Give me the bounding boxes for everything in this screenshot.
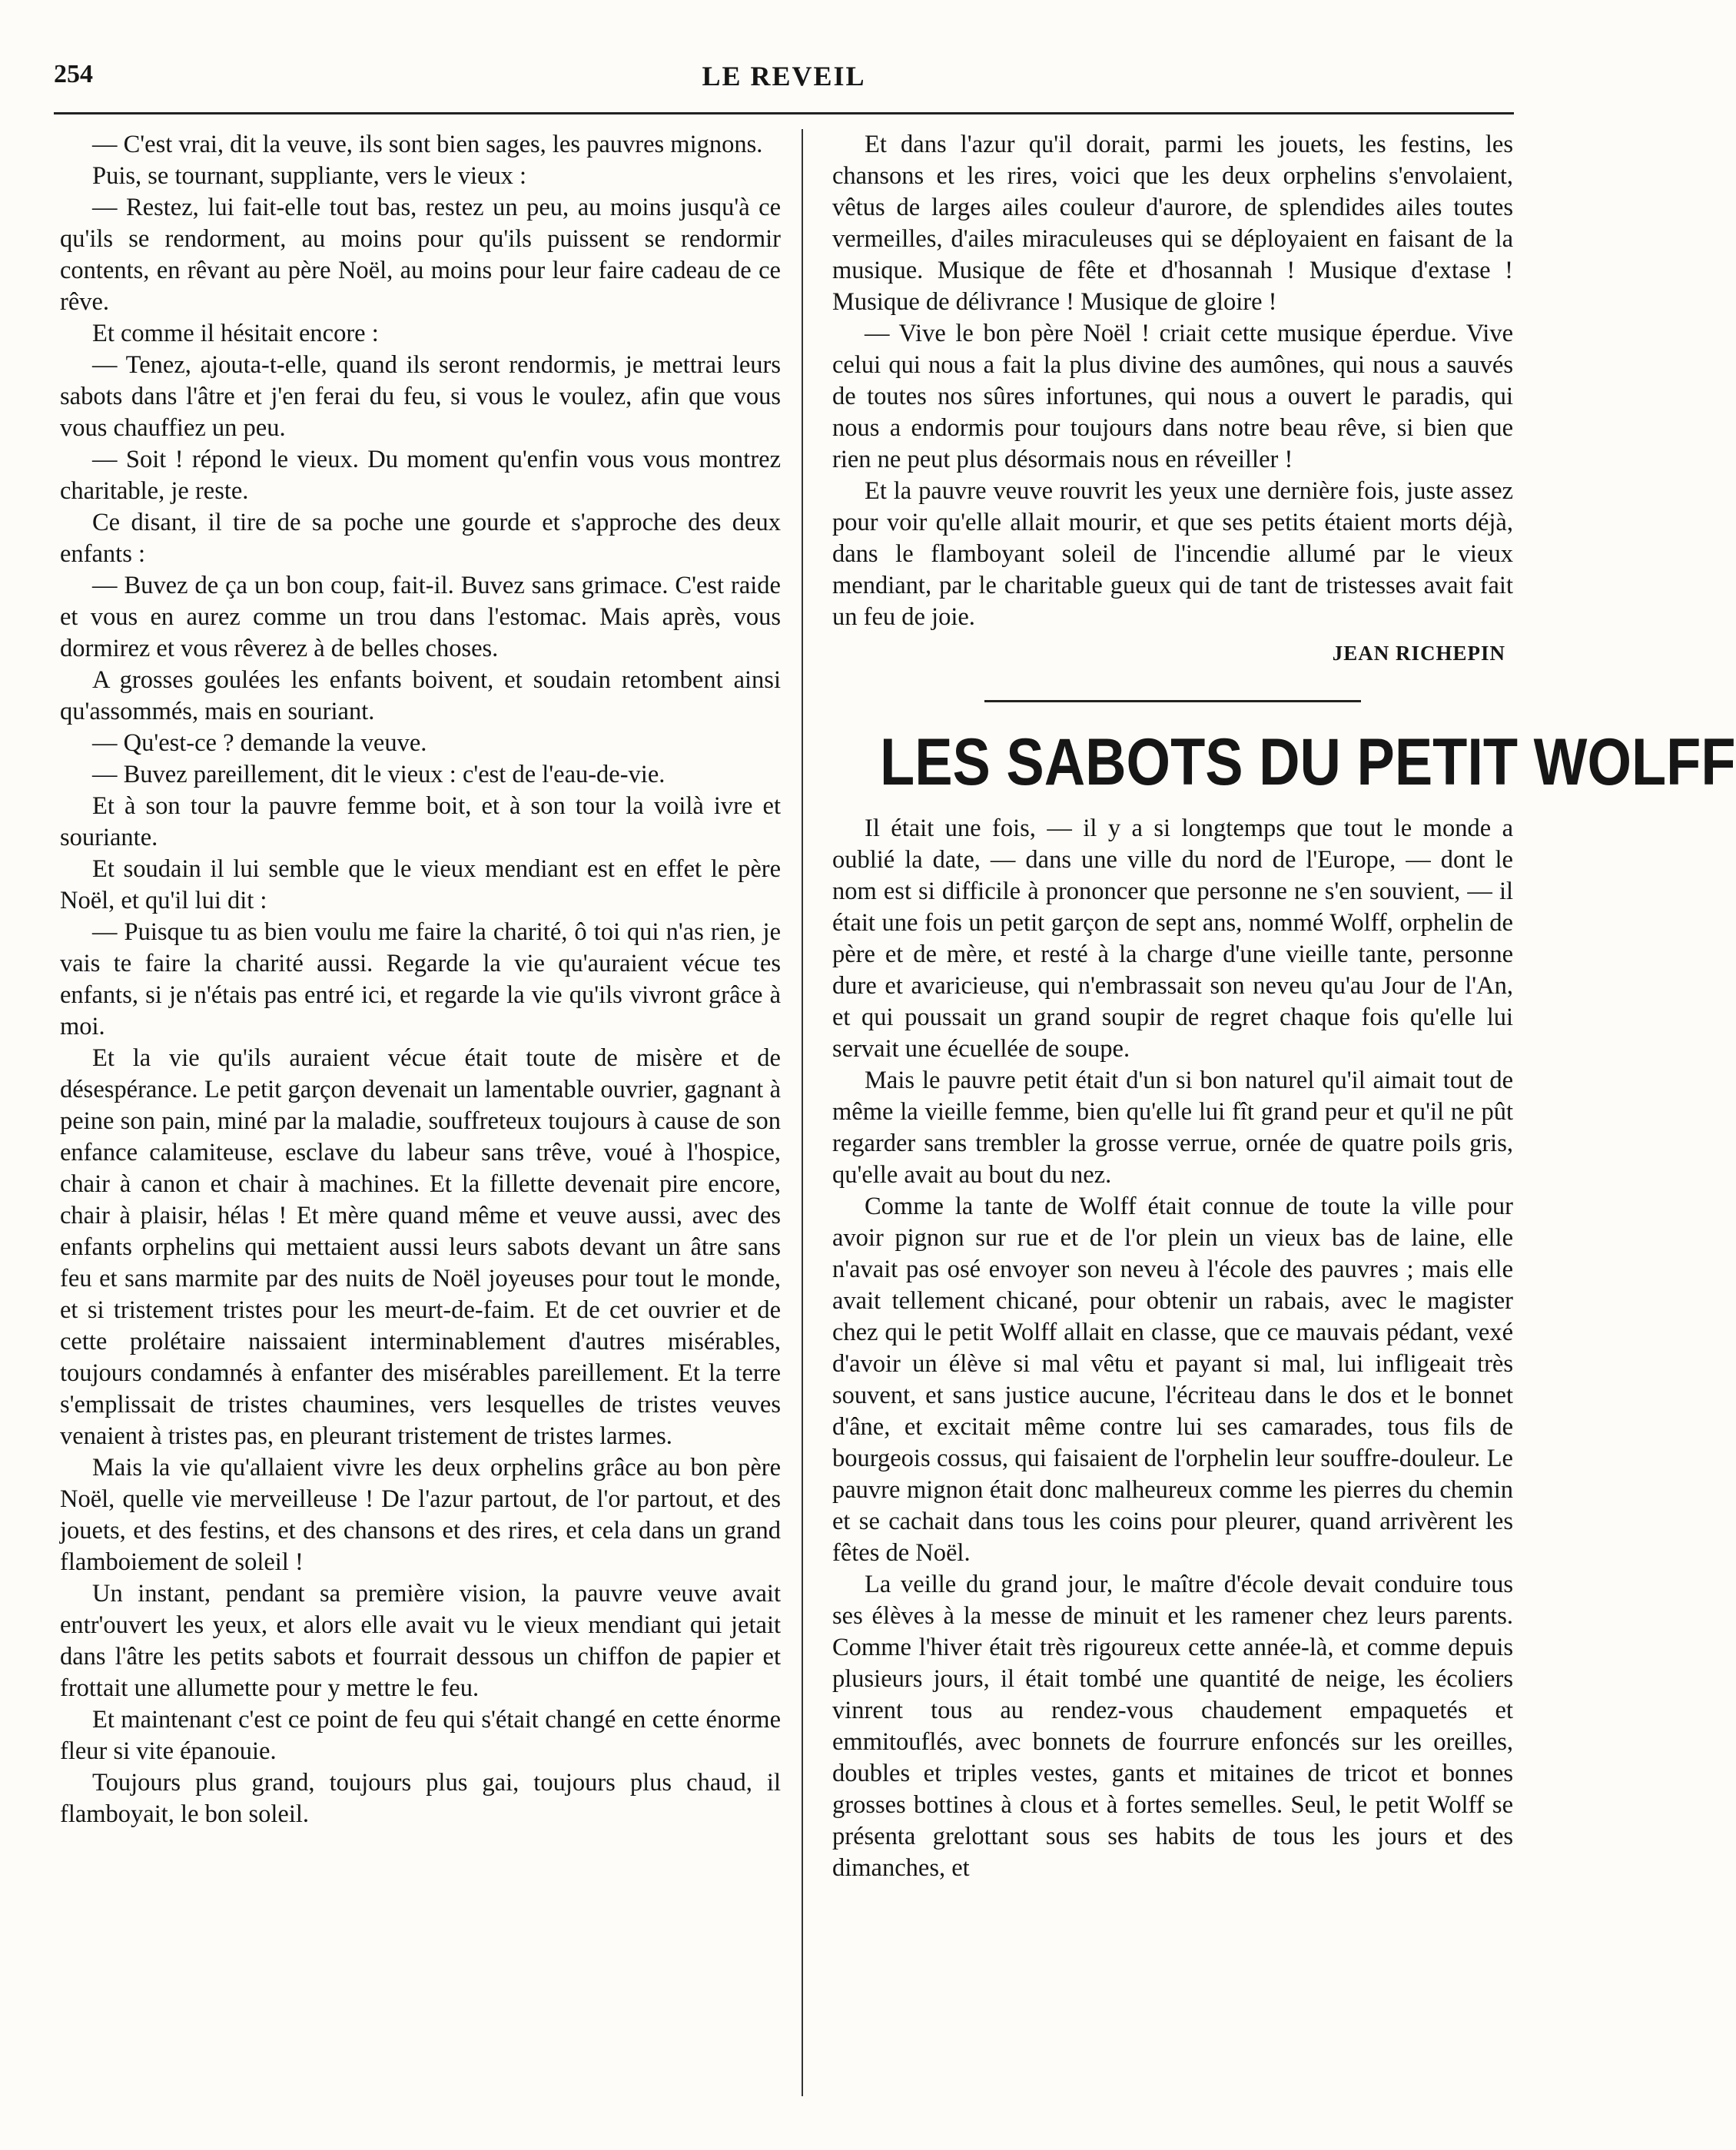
- paragraph: Ce disant, il tire de sa poche une gourde et s'approche des deux enfants :: [60, 509, 781, 568]
- left-column: [60, 129, 781, 1830]
- author-signature: JEAN RICHEPIN: [1332, 642, 1505, 665]
- paragraph: Et maintenant c'est ce point de feu qui s'était changé en cette énorme fleur si vite épanouie.: [60, 1706, 781, 1765]
- paragraph: — Qu'est-ce ? demande la veuve.: [92, 729, 427, 757]
- paragraph: — Buvez de ça un bon coup, fait-il. Buvez sans grimace. C'est raide et vous en aurez comme un trou dans l'estomac. Mais après, vous dormirez et vous rêverez à de belles choses.: [60, 572, 781, 662]
- paragraph: Mais la vie qu'allaient vivre les deux orphelins grâce au bon père Noël, quelle vie merveilleuse ! De l'azur partout, de l'or partout, et des jouets, et des festins, et des chansons et des rires, et cela dans un grand flamboiement de soleil !: [60, 1454, 781, 1576]
- story-headline: LES SABOTS DU PETIT WOLFF: [880, 725, 1736, 799]
- paragraph: — Tenez, ajouta-t-elle, quand ils seront rendormis, je mettrai leurs sabots dans l'âtre et j'en ferai du feu, si vous le voulez, afin que vous vous chauffiez un peu.: [60, 351, 781, 442]
- paragraph: Et la vie qu'ils auraient vécue était toute de misère et de désespérance. Le petit garçon devenait un lamentable ouvrier, gagnant à peine son pain, miné par la maladie, souffreteux toujours à cause de son enfance calamiteuse, esclave du labeur sans trêve, voué à l'hospice, chair à canon et chair à machines. Et la fillette devenait pire encore, chair à plaisir, hélas ! Et mère quand même et veuve aussi, avec des enfants orphelins qui mettaient aussi leurs sabots devant un âtre sans feu et sans marmite par des nuits de Noël joyeuses pour tout le monde, et si tristement tristes pour les meurt-de-faim. Et de cet ouvrier et de cette prolétaire naissaient interminablement d'autres misérables, toujours condamnés à enfanter des misérables pareillement. Et la terre s'emplissait de tristes chaumines, vers lesquelles de tristes veuves venaient à tristes pas, en pleurant tristement de tristes larmes.: [60, 1044, 781, 1450]
- paragraph: Mais le pauvre petit était d'un si bon naturel qu'il aimait tout de même la vieille femme, bien qu'elle lui fît grand peur et qu'il ne pût regarder sans trembler la grosse verrue, ornée de quatre poils gris, qu'elle avait au bout du nez.: [832, 1067, 1513, 1189]
- paragraph: Puis, se tournant, suppliante, vers le vieux :: [92, 162, 527, 190]
- paragraph: Et comme il hésitait encore :: [92, 320, 379, 347]
- column-divider: [802, 129, 803, 2096]
- paragraph: — Puisque tu as bien voulu me faire la charité, ô toi qui n'as rien, je vais te faire la charité aussi. Regarde la vie qu'auraient vécue tes enfants, si je n'étais pas entré ici, et regarde la vie qu'ils vivront grâce à moi.: [60, 918, 781, 1040]
- paragraph: Il était une fois, — il y a si longtemps que tout le monde a oublié la date, — dans une ville du nord de l'Europe, — dont le nom est si difficile à prononcer que personne ne s'en souvient, — il était une fois un petit garçon de sept ans, nommé Wolff, orphelin de père et de mère, et resté à la charge d'une vieille tante, personne dure et avaricieuse, qui n'embrassait son neveu qu'au Jour de l'An, et qui poussait un grand soupir de regret chaque fois qu'elle lui servait une écuellée de soupe.: [832, 815, 1513, 1063]
- right-column: [832, 129, 1736, 1884]
- paragraph: Et soudain il lui semble que le vieux mendiant est en effet le père Noël, et qu'il lui dit :: [60, 855, 781, 914]
- paragraph: Et à son tour la pauvre femme boit, et à son tour la voilà ivre et souriante.: [60, 792, 781, 851]
- page-number: 254: [54, 60, 93, 88]
- paragraph: Et la pauvre veuve rouvrit les yeux une dernière fois, juste assez pour voir qu'elle allait mourir, et que ses petits étaient morts déjà, dans le flamboyant soleil de l'incendie allumé par le vieux mendiant, par le charitable gueux qui de tant de tristesses avait fait un feu de joie.: [832, 477, 1513, 631]
- section-rule: [984, 700, 1361, 702]
- paragraph: — Buvez pareillement, dit le vieux : c'est de l'eau-de-vie.: [92, 761, 666, 788]
- paragraph: Toujours plus grand, toujours plus gai, toujours plus chaud, il flamboyait, le bon soleil.: [60, 1769, 781, 1828]
- paragraph: — Restez, lui fait-elle tout bas, restez un peu, au moins jusqu'à ce qu'ils se rendorment, au moins pour qu'ils puissent se rendormir contents, en rêvant au père Noël, au moins pour leur faire cadeau de ce rêve.: [60, 194, 781, 316]
- paragraph: A grosses goulées les enfants boivent, et soudain retombent ainsi qu'assommés, mais en souriant.: [60, 666, 781, 725]
- journal-title: LE REVEIL: [702, 61, 866, 91]
- paragraph: — Vive le bon père Noël ! criait cette musique éperdue. Vive celui qui nous a fait la plus divine des aumônes, qui nous a sauvés de toutes nos sûres infortunes, qui nous a ouvert le paradis, qui nous a endormis pour toujours dans notre beau rêve, si bien que rien ne peut plus désormais nous en réveiller !: [832, 320, 1513, 473]
- paragraph: Comme la tante de Wolff était connue de toute la ville pour avoir pignon sur rue et de l'or plein un vieux bas de laine, elle n'avait pas osé envoyer son neveu à l'école des pauvres ; mais elle avait tellement chicané, pour obtenir un rabais, avec le magister chez qui le petit Wolff allait en classe, que ce mauvais pédant, vexé d'avoir un élève si mal vêtu et payant si mal, lui infligeait très souvent, et sans justice aucune, l'écriteau dans le dos et le bonnet d'âne, et excitait même contre lui ses camarades, tous fils de bourgeois cossus, qui faisaient de l'orphelin leur souffre-douleur. Le pauvre mignon était donc malheureux comme les pierres du chemin et se cachait dans tous les coins pour pleurer, quand arrivèrent les fêtes de Noël.: [832, 1193, 1513, 1567]
- paragraph: Et dans l'azur qu'il dorait, parmi les jouets, les festins, les chansons et les rires, voici que les deux orphelins s'envolaient, vêtus de larges ailes couleur d'aurore, de splendides ailes toutes vermeilles, d'ailes miraculeuses qui se déployaient en faisant de la musique. Musique de fête et d'hosannah ! Musique d'extase ! Musique de délivrance ! Musique de gloire !: [832, 131, 1513, 316]
- paragraph: — Soit ! répond le vieux. Du moment qu'enfin vous vous montrez charitable, je reste.: [60, 446, 781, 505]
- paragraph: — C'est vrai, dit la veuve, ils sont bien sages, les pauvres mignons.: [92, 131, 763, 158]
- paragraph: La veille du grand jour, le maître d'école devait conduire tous ses élèves à la messe de minuit et les ramener chez leurs parents. Comme l'hiver était très rigoureux cette année-là, et comme depuis plusieurs jours, il était tombé une quantité de neige, les écoliers vinrent tous au rendez-vous chaudement empaquetés et emmitouflés, avec bonnets de fourrure enfoncés sur les oreilles, doubles et triples vestes, gants et mitaines de tricot et bonnes grosses bottines à clous et à fortes semelles. Seul, le petit Wolff se présenta grelottant sous ses habits de tous les jours et des dimanches, et: [832, 1571, 1513, 1882]
- page-header: [54, 60, 1514, 103]
- header-rule: [54, 112, 1514, 114]
- paragraph: Un instant, pendant sa première vision, la pauvre veuve avait entr'ouvert les yeux, et alors elle avait vu le vieux mendiant qui jetait dans l'âtre les petits sabots et fourrait dessous un chiffon de papier et frottait une allumette pour y mettre le feu.: [60, 1580, 781, 1702]
